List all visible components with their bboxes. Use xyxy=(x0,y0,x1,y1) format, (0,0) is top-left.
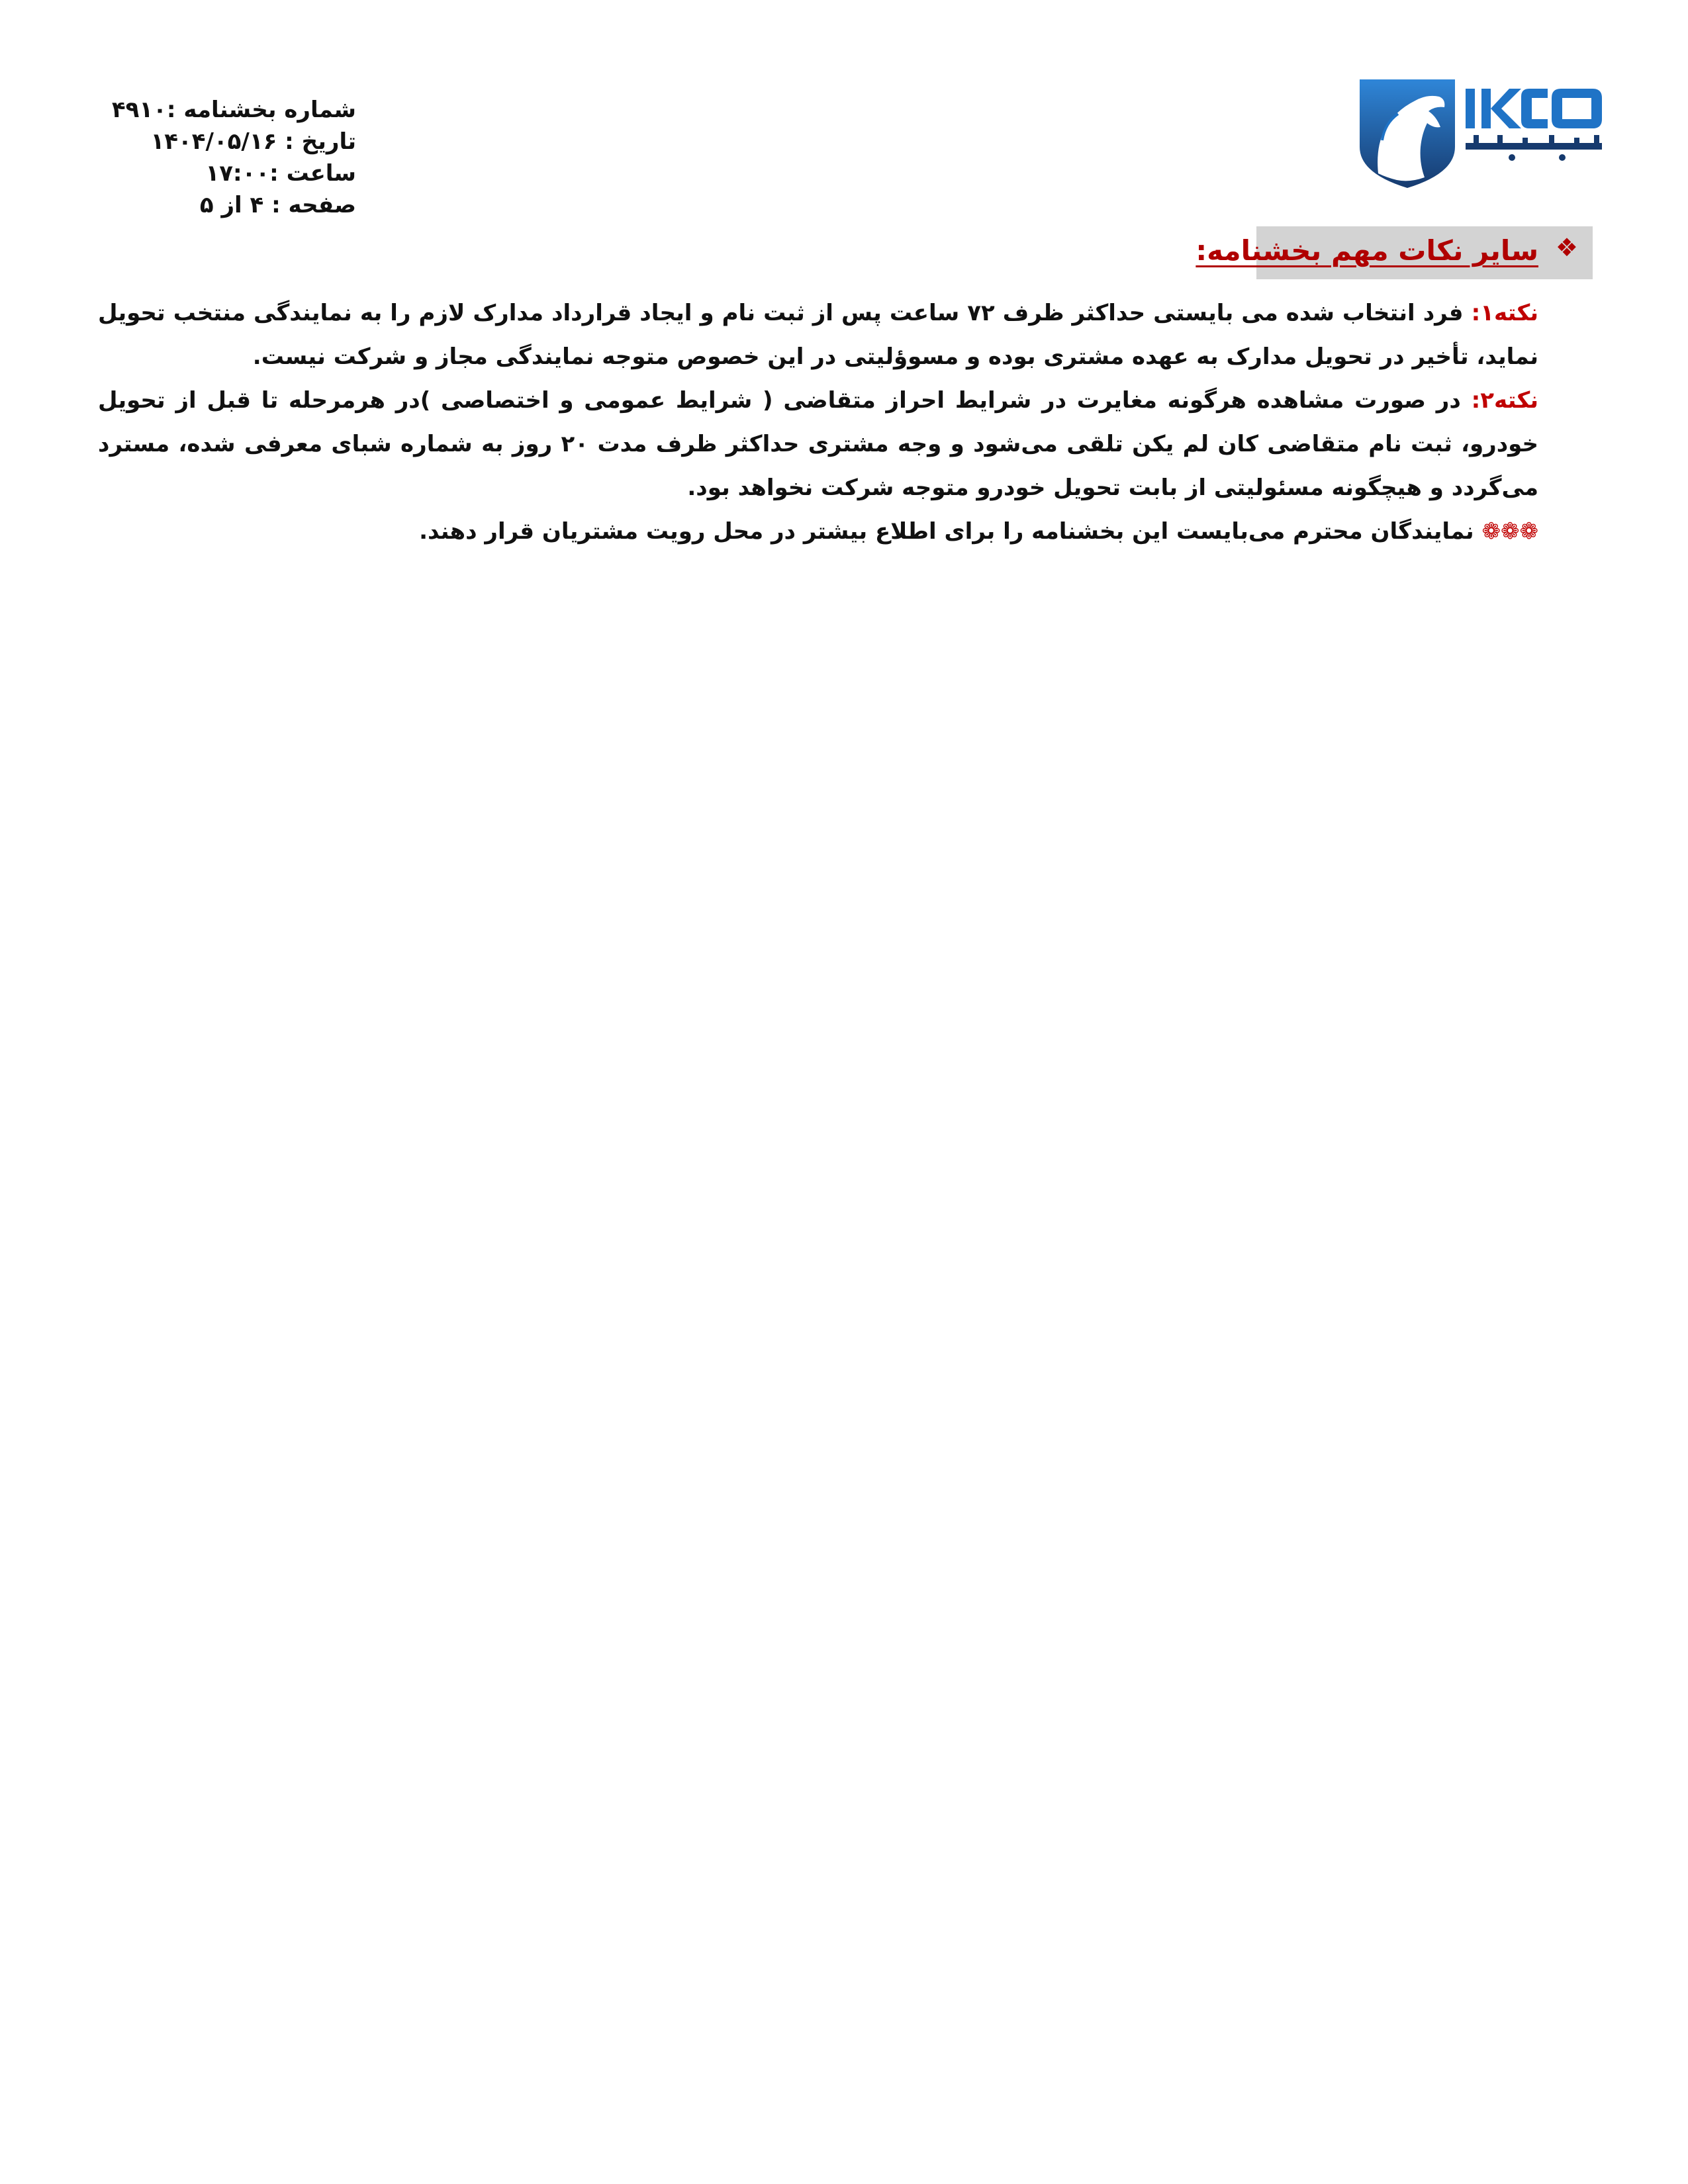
flower-stars-icon: ❁❁❁ xyxy=(1481,518,1538,545)
bulletin-date: تاریخ : ۱۴۰۴/۰۵/۱۶ xyxy=(150,128,356,155)
section-title: سایر نکات مهم بخشنامه: xyxy=(1196,234,1538,267)
ikco-logo-graphic xyxy=(1356,74,1609,191)
ikco-logo xyxy=(1356,74,1609,191)
bulletin-meta xyxy=(111,94,356,221)
closing-note xyxy=(98,510,1538,553)
diamond-bullet-icon: ❖ xyxy=(1555,233,1578,262)
note-2-text: در صورت مشاهده هرگونه مغایرت در شرایط احراز متقاضی ( شرایط عمومی و اختصاصی )در هرمرحله تا قبل از تحویل خودرو، ثبت نام متقاضی کان لم یکن تلقی می‌شود و وجه مشتری حداکثر ظرف مدت ۲۰ روز به شماره شبای معرفی شده، مسترد می‌گردد و هیچگونه مسئولیتی از بابت تحویل خودرو متوجه شرکت نخواهد بود. xyxy=(98,387,1538,501)
note-2 xyxy=(98,379,1538,510)
notes-body xyxy=(98,291,1538,553)
note-1-text: فرد انتخاب شده می بایستی حداکثر ظرف ۷۲ ساعت پس از ثبت نام و ایجاد قرارداد مدارک لازم را به نمایندگی منتخب تحویل نماید، تأخیر در تحویل مدارک به عهده مشتری بوده و مسوؤلیتی در این خصوص متوجه نمایندگی مجاز و شرکت نیست. xyxy=(98,300,1538,370)
note-1-label: نکته۱: xyxy=(1471,300,1538,326)
bulletin-number: شماره بخشنامه :۴۹۱۰ xyxy=(111,97,356,123)
closing-text: نمایندگان محترم می‌بایست این بخشنامه را برای اطلاع بیشتر در محل رویت مشتریان قرار دهند. xyxy=(419,518,1482,545)
section-heading xyxy=(1196,226,1593,279)
note-1 xyxy=(98,291,1538,379)
page-number: صفحه : ۴ از ۵ xyxy=(199,192,356,218)
note-2-label: نکته۲: xyxy=(1471,387,1538,414)
bulletin-time: ساعت :۱۷:۰۰ xyxy=(205,160,356,187)
